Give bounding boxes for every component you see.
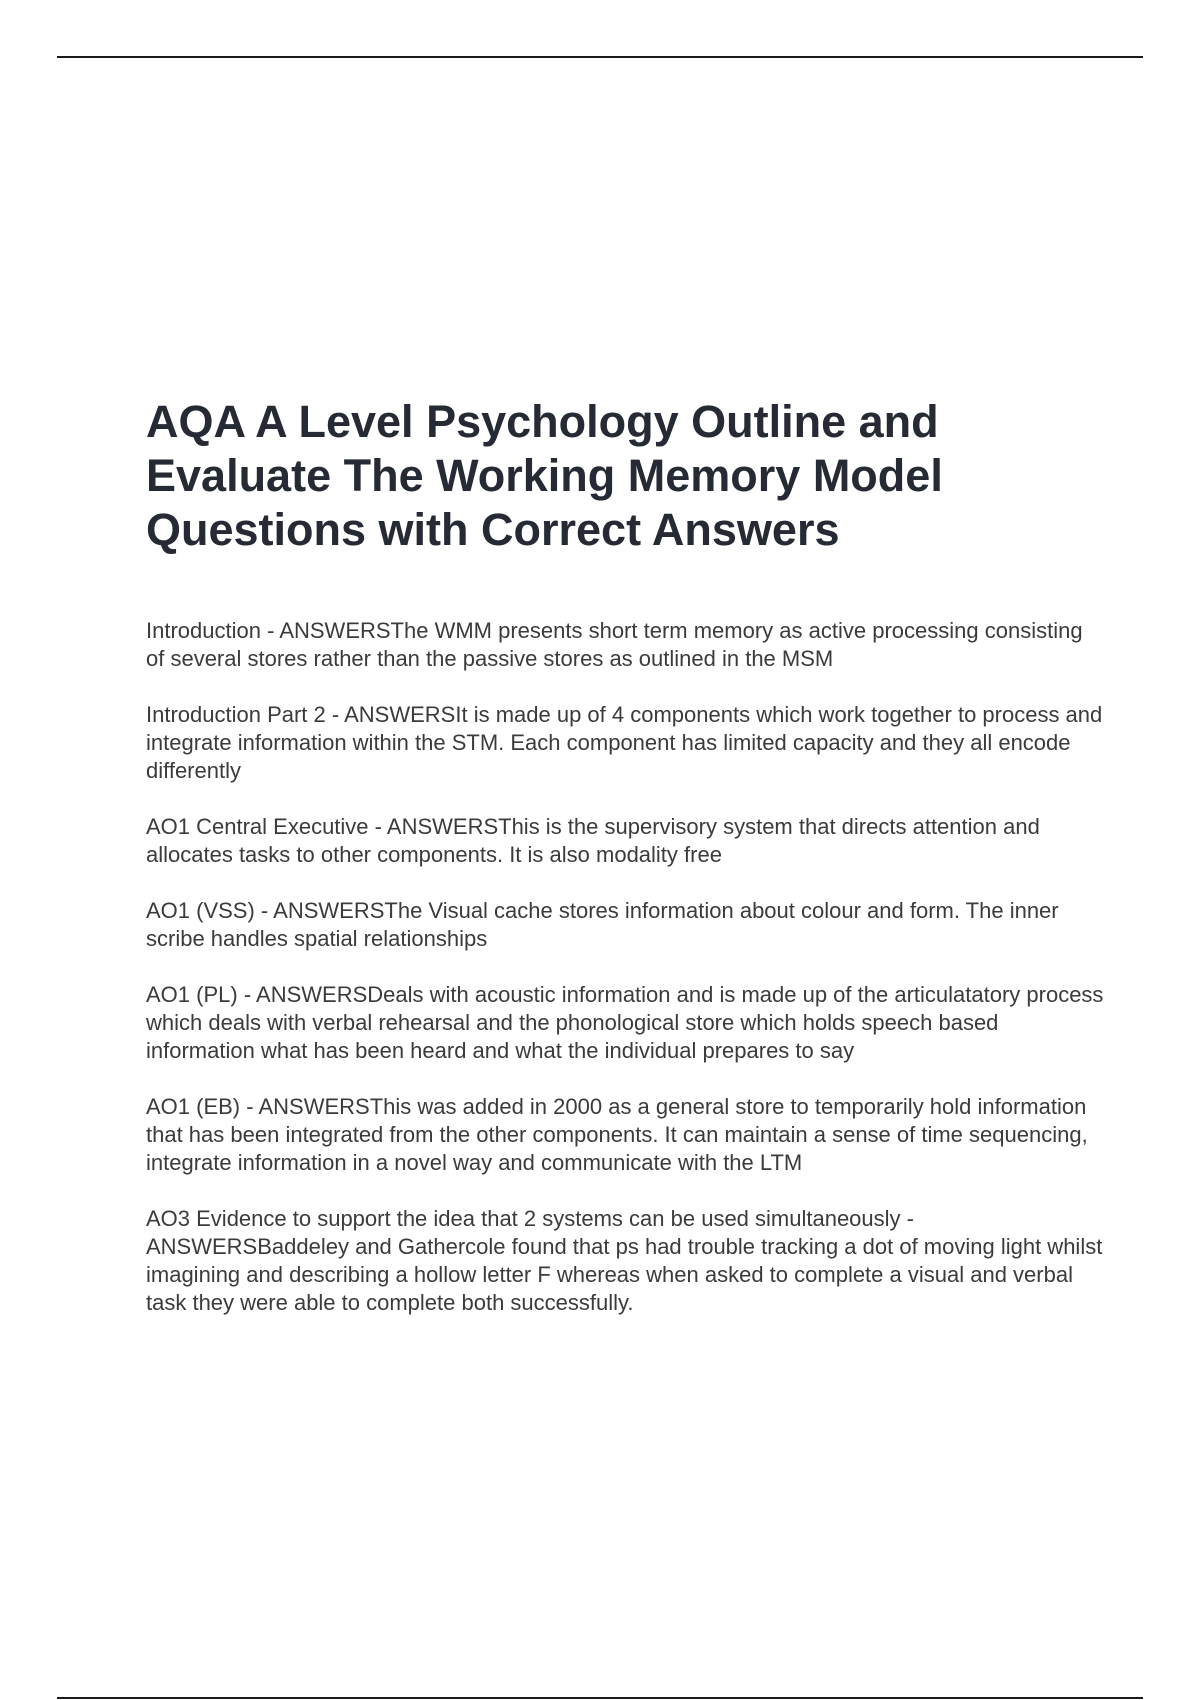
qa-item-introduction: [146, 617, 1106, 673]
question-separator: -: [260, 618, 280, 643]
question-separator: -: [237, 982, 257, 1007]
question-text: AO1 (VSS): [146, 898, 255, 923]
answer-text: ANSWERSIt is made up of 4 components which work together to process and integrate information within the STM. Each component has limited capacity and they all encode differently: [146, 702, 1103, 783]
document-body: [146, 395, 1106, 1345]
question-text: Introduction Part 2: [146, 702, 326, 727]
answer-text: ANSWERSThe Visual cache stores information about colour and form. The inner scribe handles spatial relationships: [146, 898, 1059, 951]
answer-text: ANSWERSBaddeley and Gathercole found that ps had trouble tracking a dot of moving light whilst imagining and describing a hollow letter F whereas when asked to complete a visual and verbal task they were able to complete both successfully.: [146, 1234, 1103, 1315]
question-text: AO1 Central Executive: [146, 814, 369, 839]
question-text: Introduction: [146, 618, 261, 643]
qa-item-vss: [146, 897, 1106, 953]
question-text: AO3 Evidence to support the idea that 2 systems can be used simultaneously: [146, 1206, 901, 1231]
top-divider: [57, 56, 1143, 58]
question-text: AO1 (EB): [146, 1094, 241, 1119]
question-separator: -: [325, 702, 345, 727]
question-separator: -: [368, 814, 387, 839]
question-text: AO1 (PL): [146, 982, 238, 1007]
bottom-divider: [57, 1697, 1143, 1699]
question-separator: -: [900, 1206, 914, 1231]
document-title: AQA A Level Psychology Outline and Evaluate The Working Memory Model Questions with Correct Answers: [146, 396, 943, 555]
answer-text: ANSWERSThis is the supervisory system that directs attention and allocates tasks to other components. It is also modality free: [146, 814, 1040, 867]
qa-item-central-executive: [146, 813, 1106, 869]
qa-item-introduction-part-2: [146, 701, 1106, 785]
qa-list: [146, 617, 1106, 1317]
answer-text: ANSWERSDeals with acoustic information and is made up of the articulatatory process which deals with verbal rehearsal and the phonological store which holds speech based information what has been heard and what the individual prepares to say: [146, 982, 1104, 1063]
question-separator: -: [240, 1094, 259, 1119]
answer-text: ANSWERSThis was added in 2000 as a general store to temporarily hold information that has been integrated from the other components. It can maintain a sense of time sequencing, integrate information in a novel way and communicate with the LTM: [146, 1094, 1088, 1175]
qa-item-ao3-evidence: [146, 1205, 1106, 1317]
qa-item-pl: [146, 981, 1106, 1065]
question-separator: -: [254, 898, 274, 923]
qa-item-eb: [146, 1093, 1106, 1177]
answer-text: ANSWERSThe WMM presents short term memory as active processing consisting of several stores rather than the passive stores as outlined in the MSM: [146, 618, 1083, 671]
